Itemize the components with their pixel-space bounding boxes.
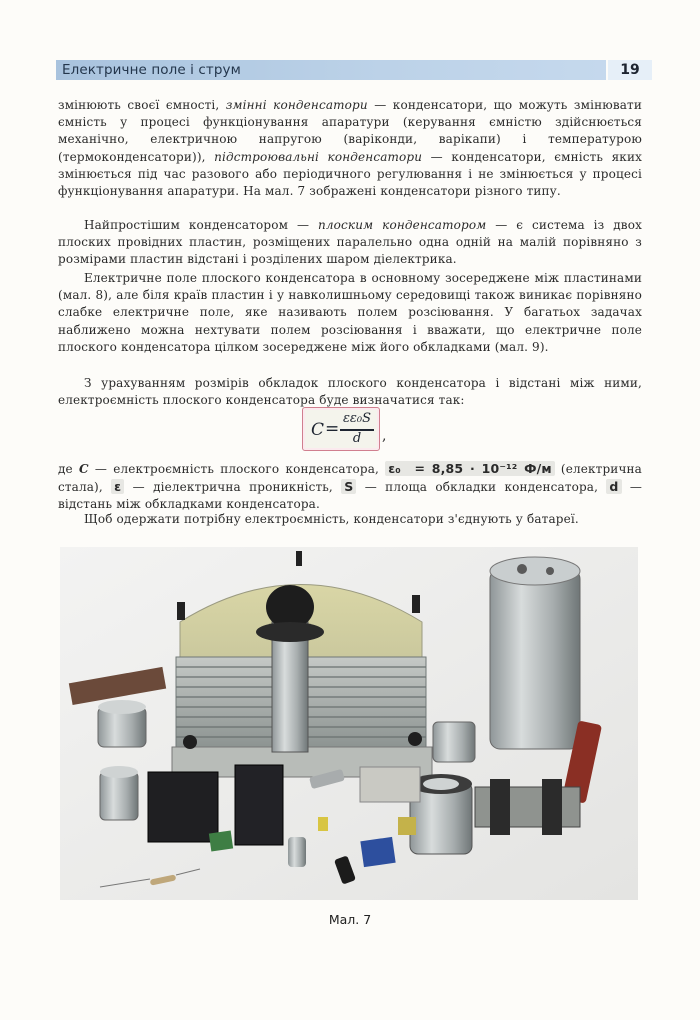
term-trimmer-capacitors: підстроювальні конденсатори <box>214 149 423 164</box>
formula-numerator: εε₀S <box>342 411 372 426</box>
electrolytic-can-capacitor <box>490 557 580 749</box>
formula-denominator: d <box>352 431 362 446</box>
text-run: де <box>58 462 79 476</box>
text-run: (електрична стала), <box>58 462 642 495</box>
formula-equals: = <box>325 419 340 439</box>
text-run: — конденсатори, що можуть змінювати ємність у процесі функціонування апаратури (керування ємністю здійснюється механічно, електричною напругою (варіконди, варікапи) і температурою (термоконденсатори)), <box>58 98 642 164</box>
paragraph-symbol-definitions <box>58 460 642 514</box>
trimmer-capacitor <box>475 779 580 835</box>
term-plate-capacitor: плоским конденсатором <box>318 218 487 232</box>
symbol-eps: ε <box>111 479 124 494</box>
page-number: 19 <box>606 60 652 80</box>
symbol-s: S <box>341 479 356 494</box>
paragraph-formula-intro: З урахуванням розмірів обкладок плоского конденсатора і відстані між ними, електроємність плоского конденсатора буде визначатися так: <box>58 376 642 408</box>
symbol-c: C <box>79 462 89 476</box>
capacitors-illustration <box>60 547 638 900</box>
capacitance-formula <box>302 407 380 451</box>
text-run: Найпростішим конденсатором — <box>84 218 319 232</box>
paragraph-plate-capacitor <box>58 217 642 269</box>
capacitors-photo <box>60 547 638 900</box>
paragraph-batteries: Щоб одержати потрібну електроємність, конденсатори з'єднують у батареї. <box>84 512 579 526</box>
symbol-d: d <box>606 479 621 494</box>
running-header <box>56 60 652 80</box>
paragraph-electric-field: Електричне поле плоского конденсатора в основному зосереджене між пластинами (мал. 8), але біля країв пластин і у навколишньому середовищі також виникає порівняно слабке електричне поле, яке називають полем розсіювання. У багатьох задачах наближено можна нехтувати полем розсіювання і вважати, що електричне поле плоского конденсатора цілком зосереджене між його обкладками (мал. 9). <box>58 271 642 354</box>
symbol-eps0: ε₀ <box>388 461 401 476</box>
term-variable-capacitors: змінні конденсатори <box>225 98 368 112</box>
eps0-value: = 8,85 · 10⁻¹² Ф/м <box>414 461 552 476</box>
text-run: — площа обкладки конденсатора, <box>356 480 607 495</box>
formula-lhs: C <box>311 420 325 440</box>
text-run: — конденсатори, ємність яких змінюється під час разового або періодичного регулювання і не змінюється у процесі функціонування апаратури. На мал. 7 зображені конденсатори різного типу. <box>58 149 643 199</box>
paragraph-capacitor-types <box>58 97 642 200</box>
chapter-title: Електричне поле і струм <box>62 62 241 78</box>
text-run: — діелектрична проникність, <box>124 480 342 495</box>
formula-comma: , <box>382 428 387 444</box>
text-run: — електроємність плоского конденсатора, <box>88 462 386 476</box>
figure-caption: Мал. 7 <box>328 912 372 927</box>
vacuum-permittivity-value <box>385 461 555 476</box>
text-run: — відстань між обкладками конденсатора. <box>58 480 642 512</box>
text-run: — є система із двох плоских провідних пластин, розміщених паралельно одна одній на малій порівняно з розмірами пластин відстані і розділених шаром діелектрика. <box>58 218 642 267</box>
text-run: змінюють своєї ємності, <box>58 98 226 112</box>
